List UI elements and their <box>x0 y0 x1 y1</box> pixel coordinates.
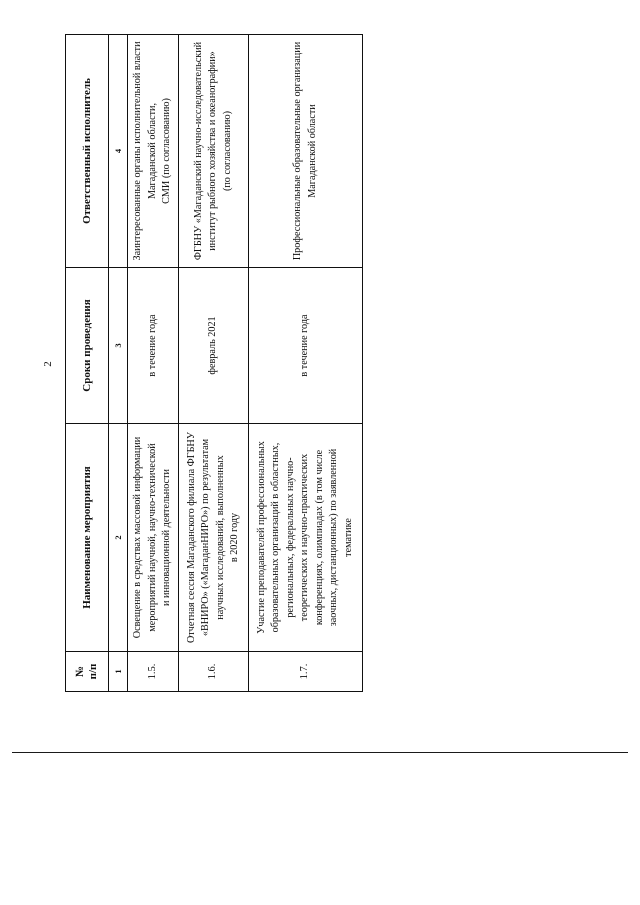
row-dates: в течение года <box>128 268 179 424</box>
row-dates: в течение года <box>249 268 363 424</box>
row-dates: февраль 2021 <box>179 268 249 424</box>
row-event-name: Участие преподавателей профессиональных образовательных организаций в областных, региональных, федеральных научно- теоретических и научно-практических конференциях, олимпиадах (в том числе заочных, дистанционных) по заявленной тематике <box>249 424 363 652</box>
column-number: 3 <box>109 268 128 424</box>
header-dates: Сроки проведения <box>66 268 109 424</box>
row-number: 1.5. <box>128 652 179 692</box>
table-row <box>179 35 249 692</box>
column-number: 2 <box>109 424 128 652</box>
page-number: 2 <box>42 361 54 367</box>
events-table <box>65 34 363 692</box>
column-number: 1 <box>109 652 128 692</box>
table-row <box>249 35 363 692</box>
header-responsible: Ответственный исполнитель <box>66 35 109 268</box>
row-responsible: ФГБНУ «Магаданский научно-исследовательский институт рыбного хозяйства и океанографии» (по согласованию) <box>179 35 249 268</box>
row-event-name: Освещение в средствах массовой информации мероприятий научной, научно-технической и инновационной деятельности <box>128 424 179 652</box>
header-number: № п/п <box>66 652 109 692</box>
table-header-row <box>66 35 109 692</box>
row-number: 1.6. <box>179 652 249 692</box>
row-number: 1.7. <box>249 652 363 692</box>
events-table-container <box>65 35 362 692</box>
header-event-name: Наименование мероприятия <box>66 424 109 652</box>
column-numbers-row <box>109 35 128 692</box>
row-responsible: Профессиональные образовательные организации Магаданской области <box>249 35 363 268</box>
column-number: 4 <box>109 35 128 268</box>
table-row <box>128 35 179 692</box>
row-event-name: Отчетная сессия Магаданского филиала ФГБНУ «ВНИРО» («МагаданНИРО») по результатам научных исследований, выполненных в 2020 году <box>179 424 249 652</box>
row-responsible: Заинтересованные органы исполнительной власти Магаданской области, СМИ (по согласованию) <box>128 35 179 268</box>
footer-divider-line <box>12 752 628 753</box>
